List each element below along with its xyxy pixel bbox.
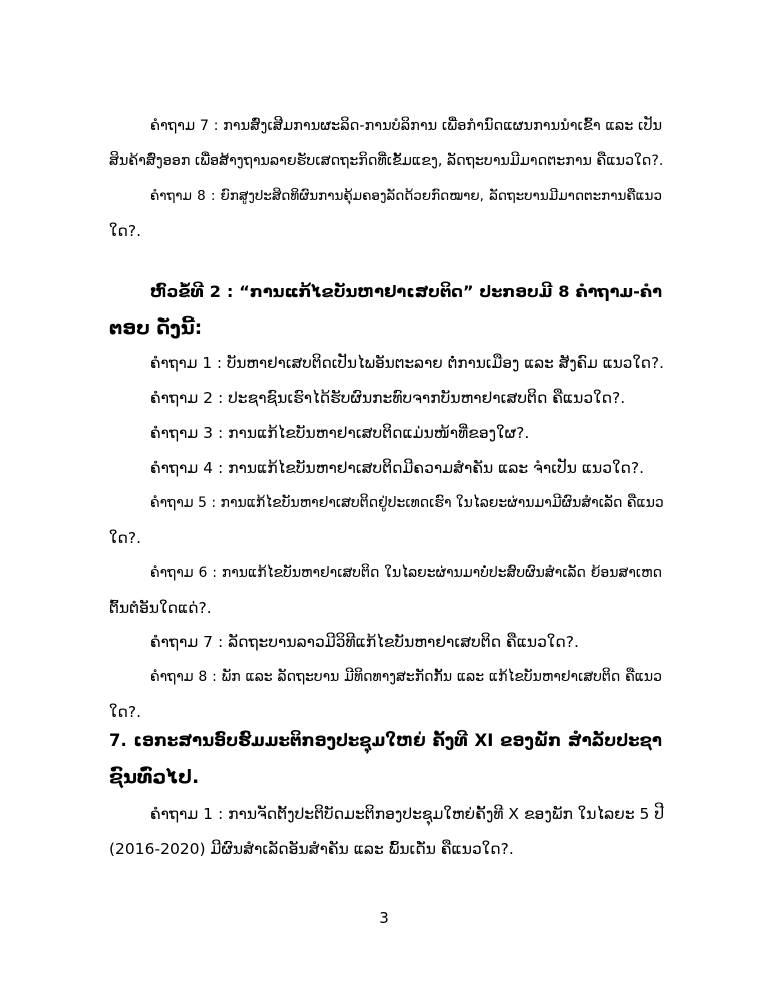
topic-2-question-8-line-2: ໃດ?. — [109, 703, 142, 721]
section-7-heading-line-1: 7. ເອກະສານອົບຮົມມະຕິກອງປະຊຸມໃຫຍ່ ຄັ້ງທີ XI ຂອງພັກ ສຳລັບປະຊາ — [109, 731, 662, 750]
topic-2-question-6-line-1: ຄຳຖາມ 6 : ການແກ້ໄຂບັນຫາຢາເສບຕິດ ໃນໄລຍະຜ່ານມາບໍ່ປະສົບຜົນສຳເລັດ ຍ້ອນສາເຫດ — [150, 565, 662, 581]
topic-2-heading-line-2: ຕອບ ດັ່ງນີ້: — [109, 317, 203, 339]
section-7-question-1-line-2: (2016-2020) ມີຜົນສຳເລັດອັນສຳຄັນ ແລະ ພົ້ນເດັ່ນ ຄືແນວໃດ?. — [109, 840, 514, 858]
topic-2-question-4: ຄຳຖາມ 4 : ການແກ້ໄຂບັນຫາຢາເສບຕິດມີຄວາມສຳຄັນ ແລະ ຈຳເປັນ ແນວໃດ?. — [150, 459, 645, 477]
section-7-heading-line-2: ຊົນທົ່ວໄປ. — [109, 766, 200, 788]
topic-2-heading-line-1: ຫົວຂໍ້ທີ 2 : “ການແກ້ໄຂບັນຫາຢາເສບຕິດ” ປະກອບມີ 8 ຄຳຖາມ-ຄຳ — [150, 282, 662, 301]
question-8-line-1: ຄຳຖາມ 8 : ຍົກສູງປະສິດທິຜົນການຄຸ້ມຄອງລັດດ້ວຍກົດໝາຍ, ລັດຖະບານມີມາດຕະການຄືແນວ — [150, 188, 662, 204]
question-8-line-2: ໃດ?. — [109, 222, 142, 240]
page-number: 3 — [379, 909, 389, 927]
question-7-line-2: ສິນຄ້າສົ່ງອອກ ເພື່ອສ້າງຖານລາຍຮັບເສດຖະກິດທີ່ເຂັ້ມແຂງ, ລັດຖະບານມີມາດຕະການ ຄືແນວໃດ?. — [109, 153, 664, 169]
topic-2-question-5-line-1: ຄຳຖາມ 5 : ການແກ້ໄຂບັນຫາຢາເສບຕິດຢູ່ປະເທດເຮົາ ໃນໄລຍະຜ່ານມາມີຜົນສຳເລັດ ຄືແນວ — [150, 495, 664, 511]
topic-2-question-1: ຄຳຖາມ 1 : ບັນຫາຢາເສບຕິດເປັນໄພອັນຕະລາຍ ຕໍ່ການເມືອງ ແລະ ສັງຄົມ ແນວໃດ?. — [150, 354, 664, 372]
topic-2-question-7: ຄຳຖາມ 7 : ລັດຖະບານລາວມີວິທີແກ້ໄຂບັນຫາຢາເສບຕິດ ຄືແນວໃດ?. — [150, 633, 579, 651]
section-7-question-1-line-1: ຄຳຖາມ 1 : ການຈັດຕັ້ງປະຕິບັດມະຕິກອງປະຊຸມໃຫຍ່ຄັ້ງທີ X ຂອງພັກ ໃນໄລຍະ 5 ປີ — [150, 805, 665, 823]
topic-2-question-2: ຄຳຖາມ 2 : ປະຊາຊົນເຮົາໄດ້ຮັບຜົນກະທົບຈາກບັນຫາຢາເສບຕິດ ຄືແນວໃດ?. — [150, 389, 626, 407]
topic-2-question-3: ຄຳຖາມ 3 : ການແກ້ໄຂບັນຫາຢາເສບຕິດແມ່ນໜ້າທີ່ຂອງໃຜ?. — [150, 424, 530, 442]
topic-2-question-6-line-2: ຕົ້ນຕໍອັນໃດແດ່?. — [109, 599, 212, 617]
topic-2-question-5-line-2: ໃດ?. — [109, 529, 142, 547]
question-7-line-1: ຄຳຖາມ 7 : ການສົ່ງເສີມການຜະລິດ-ການບໍລິການ ເພື່ອກຳນົດແຜນການນຳເຂົ້າ ແລະ ເປັນ — [150, 118, 663, 134]
topic-2-question-8-line-1: ຄຳຖາມ 8 : ພັກ ແລະ ລັດຖະບານ ມີທິດທາງສະກັດກັ້ນ ແລະ ແກ້ໄຂບັນຫາຢາເສບຕິດ ຄືແນວ — [150, 669, 662, 685]
